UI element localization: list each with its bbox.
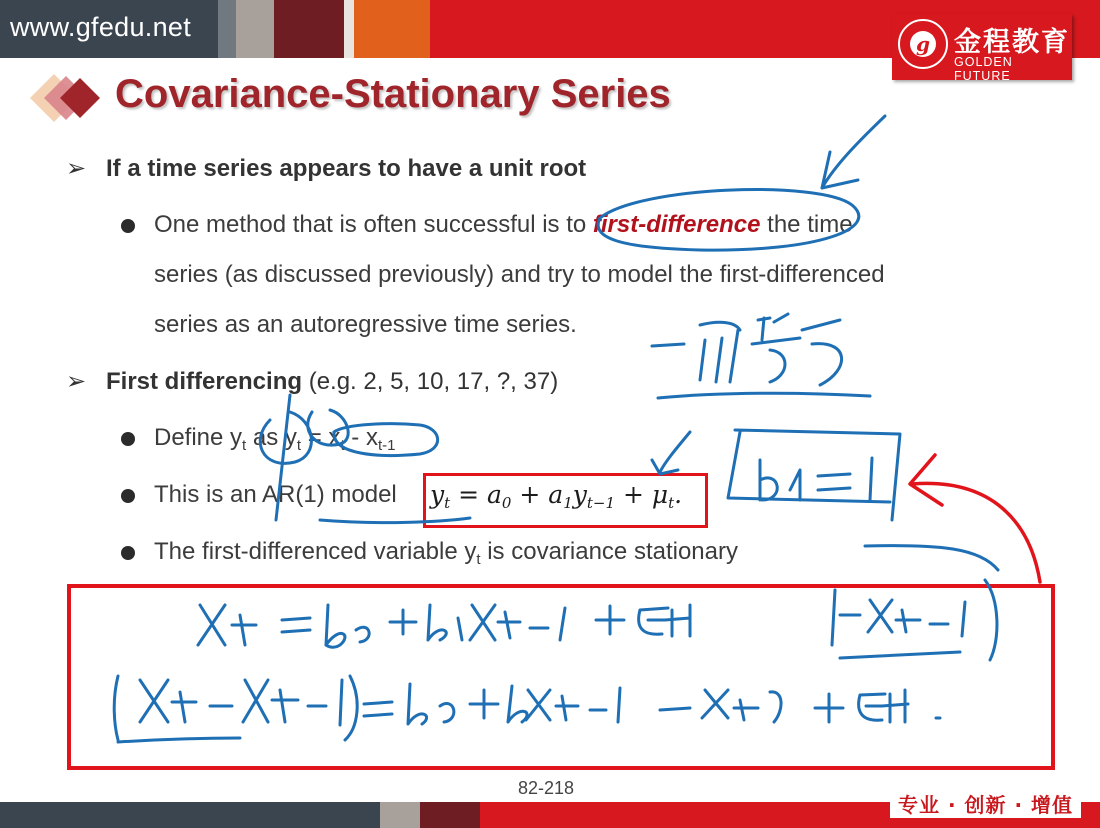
ink-arrow-head xyxy=(822,152,858,188)
footer-segment-maroon xyxy=(420,802,480,828)
ink-stroke xyxy=(700,322,740,382)
first-difference-line-2: series (as discussed previously) and try to model the first-differenced xyxy=(154,261,885,288)
formula-part: y xyxy=(430,480,445,509)
bullet-dot-icon xyxy=(121,219,135,233)
subscript: t-1 xyxy=(377,437,396,454)
ink-stroke xyxy=(752,314,800,382)
logo-english-name: GOLDEN FUTURE xyxy=(954,55,1013,83)
footer-segment-slate xyxy=(0,802,380,828)
ink-arrow-head xyxy=(652,460,678,474)
formula-part: = a xyxy=(450,480,502,509)
formula-part: + μ xyxy=(615,480,669,509)
ink-box-b1 xyxy=(728,430,900,520)
slide-title: Covariance-Stationary Series xyxy=(115,72,671,116)
formula-subscript: 0 xyxy=(501,494,512,512)
banner-segment-grey xyxy=(218,0,236,58)
subscript: t xyxy=(340,437,345,454)
text-segment: - x xyxy=(344,424,378,451)
bullet-first-differencing-example: (e.g. 2, 5, 10, 17, ?, 37) xyxy=(302,368,559,395)
formula-subscript: t xyxy=(668,494,675,512)
banner-segment-light xyxy=(344,0,354,58)
stationary-line xyxy=(154,538,738,568)
first-difference-line-1 xyxy=(154,211,853,239)
banner-segment-taupe xyxy=(236,0,274,58)
text-segment: The first-differenced variable y xyxy=(154,538,477,565)
ink-stroke xyxy=(865,546,998,570)
text-segment: = x xyxy=(301,424,341,451)
red-arrow-head xyxy=(910,455,942,505)
text-segment: One method that is often successful is to xyxy=(154,211,593,238)
arrow-bullet-icon: ➢ xyxy=(66,368,87,395)
bullet-first-differencing xyxy=(66,367,558,396)
first-difference-emphasis: first-difference xyxy=(592,211,761,238)
text-segment: is covariance stationary xyxy=(480,538,738,565)
footer-slogan: 专业 · 创新 · 增值 xyxy=(890,792,1081,818)
first-difference-line-3: series as an autoregressive time series. xyxy=(154,311,577,338)
bullet-dot-icon xyxy=(121,432,135,446)
ink-arrow-shaft xyxy=(660,432,690,472)
formula-part: . xyxy=(674,480,683,509)
text-segment: the time xyxy=(760,211,853,238)
page-number: 82-218 xyxy=(518,778,575,798)
banner-segment-orange xyxy=(354,0,430,58)
text-segment: Define y xyxy=(154,424,243,451)
subscript: t xyxy=(296,437,302,454)
bullet-dot-icon xyxy=(121,489,135,503)
formula-subscript: 1 xyxy=(563,494,573,512)
ink-arrow-shaft xyxy=(822,116,885,188)
footer-segment-taupe xyxy=(380,802,420,828)
define-yt-line xyxy=(154,424,395,454)
subscript: t xyxy=(476,551,481,568)
banner-segment-maroon xyxy=(274,0,344,58)
formula-subscript: t xyxy=(444,494,451,512)
subscript: t xyxy=(242,437,247,454)
logo-seal-icon xyxy=(898,19,948,69)
title-diamond-icon xyxy=(28,72,108,124)
golden-future-logo xyxy=(892,14,1072,83)
arrow-bullet-icon: ➢ xyxy=(66,155,87,182)
formula-part: y xyxy=(572,480,587,509)
bullet-unit-root xyxy=(66,154,586,183)
logo-chinese-name: 金程教育 xyxy=(954,27,1070,58)
ink-b1-equals-1 xyxy=(760,458,872,500)
ink-underline xyxy=(658,393,870,398)
formula-subscript: t−1 xyxy=(586,494,616,512)
site-url[interactable]: www.gfedu.net xyxy=(10,12,192,42)
red-arrow-shaft xyxy=(912,483,1040,582)
bullet-unit-root-text: If a time series appears to have a unit root xyxy=(106,155,587,182)
ar1-formula xyxy=(430,480,682,512)
text-segment: as y xyxy=(246,424,297,451)
formula-part: + a xyxy=(511,480,564,509)
bullet-dot-icon xyxy=(121,546,135,560)
ar1-model-text: This is an AR(1) model xyxy=(154,481,397,508)
handwritten-derivation-box xyxy=(67,584,1055,770)
bullet-first-differencing-bold: First differencing xyxy=(106,368,303,395)
ink-stroke xyxy=(802,320,842,385)
logo-seal-letter: g xyxy=(910,31,936,57)
ink-stroke xyxy=(652,344,684,346)
